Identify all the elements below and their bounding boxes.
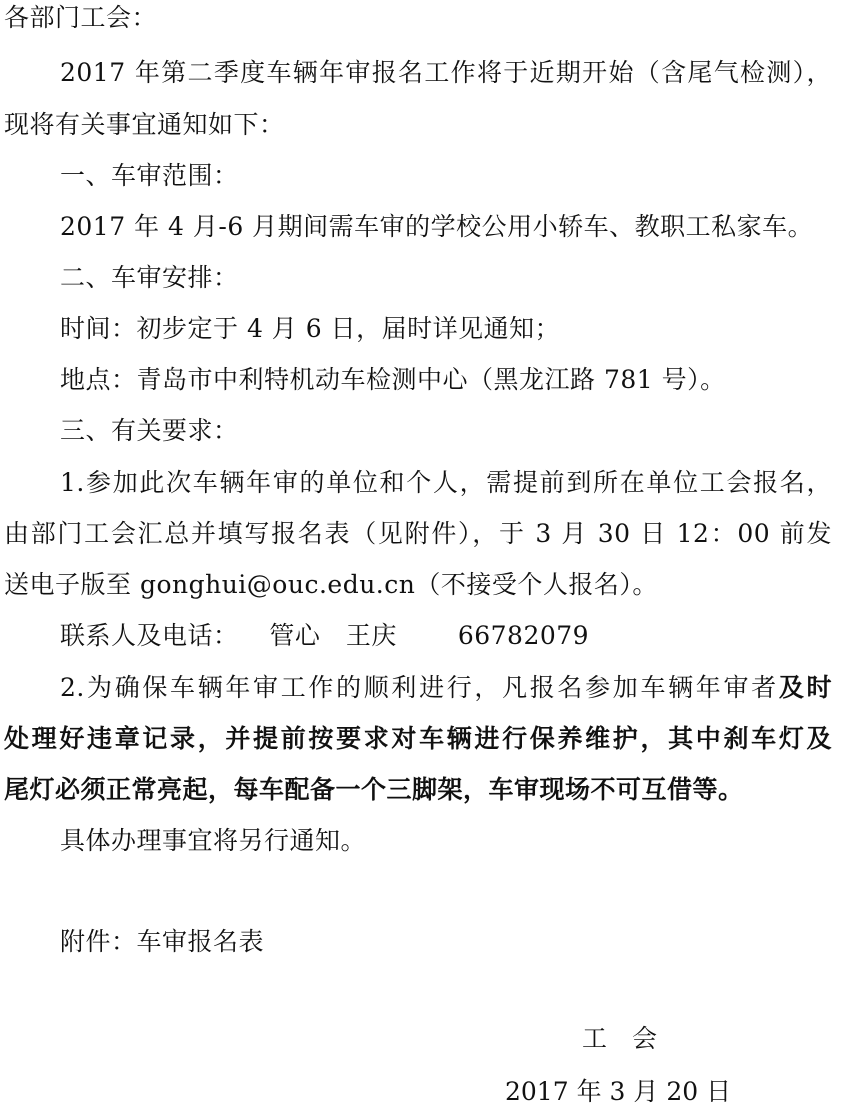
- contact-line: [60, 619, 844, 653]
- requirement-2-line-3: 尾灯必须正常亮起，每车配备一个三脚架，车审现场不可互借等。: [4, 775, 744, 804]
- attachment-line: 附件：车审报名表: [60, 927, 265, 956]
- section-1-title: 一、车审范围：: [60, 161, 239, 190]
- section-1-body: 2017 年 4 月-6 月期间需车审的学校公用小轿车、教职工私家车。: [60, 212, 814, 241]
- closing-line: 具体办理事宜将另行通知。: [60, 826, 367, 855]
- salutation: 各部门工会：: [4, 3, 158, 32]
- paragraph-intro-line-1: 2017 年第二季度车辆年审报名工作将于近期开始（含尾气检测），: [60, 58, 832, 87]
- contact-label: 联系人及电话：: [60, 621, 239, 650]
- requirement-1-line-3: 送电子版至 gonghui@ouc.edu.cn（不接受个人报名）。: [4, 570, 658, 599]
- contact-names: 管心 王庆: [269, 621, 397, 650]
- requirement-2-line-1-bold: 及时: [778, 673, 832, 702]
- signer: 工 会: [582, 1024, 658, 1053]
- section-3-title: 三、有关要求：: [60, 416, 239, 445]
- requirement-2-line-1-normal: 2.为确保车辆年审工作的顺利进行，凡报名参加车辆年审者: [60, 673, 779, 702]
- requirement-1-line-2: 由部门工会汇总并填写报名表（见附件），于 3 月 30 日 12：00 前发: [4, 519, 832, 548]
- requirement-1-line-1: 1.参加此次车辆年审的单位和个人，需提前到所在单位工会报名，: [60, 468, 832, 497]
- requirement-2-line-1: [60, 671, 832, 705]
- contact-phone: 66782079: [457, 621, 590, 650]
- date: 2017 年 3 月 20 日: [505, 1077, 732, 1106]
- section-2-place: 地点：青岛市中利特机动车检测中心（黑龙江路 781 号）。: [60, 365, 726, 394]
- section-2-time: 时间：初步定于 4 月 6 日，届时详见通知；: [60, 314, 561, 343]
- section-2-title: 二、车审安排：: [60, 263, 239, 292]
- paragraph-intro-line-2: 现将有关事宜通知如下：: [4, 110, 285, 139]
- requirement-2-line-2: 处理好违章记录，并提前按要求对车辆进行保养维护，其中刹车灯及: [4, 724, 832, 753]
